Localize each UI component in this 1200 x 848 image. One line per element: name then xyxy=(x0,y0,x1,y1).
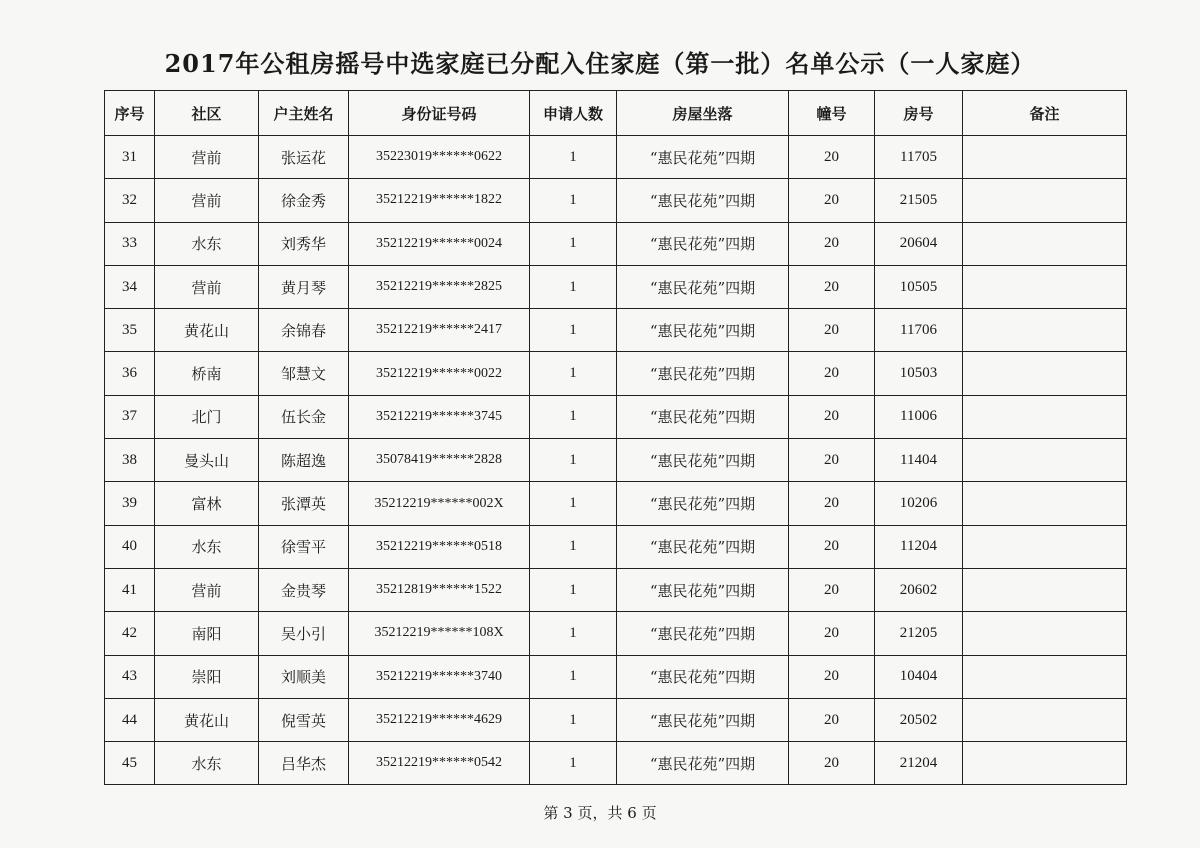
cell-building: 20 xyxy=(789,568,875,611)
cell-count: 1 xyxy=(530,568,617,611)
cell-id: 35078419******2828 xyxy=(349,439,530,482)
cell-note xyxy=(963,482,1127,525)
cell-note xyxy=(963,525,1127,568)
cell-location: “惠民花苑”四期 xyxy=(617,742,789,785)
cell-community: 黄花山 xyxy=(155,698,259,741)
column-header-name: 户主姓名 xyxy=(259,91,349,136)
cell-id: 35212819******1522 xyxy=(349,568,530,611)
table-row xyxy=(105,136,1127,179)
cell-building: 20 xyxy=(789,439,875,482)
cell-community: 营前 xyxy=(155,265,259,308)
table-row xyxy=(105,568,1127,611)
cell-no: 40 xyxy=(105,525,155,568)
cell-id: 35212219******0024 xyxy=(349,222,530,265)
cell-no: 33 xyxy=(105,222,155,265)
cell-note xyxy=(963,222,1127,265)
page-title: 2017年公租房摇号中选家庭已分配入住家庭（第一批）名单公示（一人家庭） xyxy=(164,49,1036,78)
cell-room: 11706 xyxy=(875,309,963,352)
column-header-count: 申请人数 xyxy=(530,91,617,136)
cell-no: 31 xyxy=(105,136,155,179)
cell-count: 1 xyxy=(530,742,617,785)
cell-id: 35212219******002X xyxy=(349,482,530,525)
cell-count: 1 xyxy=(530,395,617,438)
table-row xyxy=(105,482,1127,525)
cell-count: 1 xyxy=(530,136,617,179)
cell-room: 11404 xyxy=(875,439,963,482)
cell-room: 20602 xyxy=(875,568,963,611)
cell-note xyxy=(963,395,1127,438)
cell-building: 20 xyxy=(789,395,875,438)
cell-note xyxy=(963,742,1127,785)
cell-id: 35212219******0022 xyxy=(349,352,530,395)
cell-count: 1 xyxy=(530,525,617,568)
cell-building: 20 xyxy=(789,482,875,525)
cell-community: 营前 xyxy=(155,136,259,179)
cell-building: 20 xyxy=(789,742,875,785)
cell-room: 10505 xyxy=(875,265,963,308)
cell-name: 倪雪英 xyxy=(259,698,349,741)
cell-id: 35223019******0622 xyxy=(349,136,530,179)
cell-location: “惠民花苑”四期 xyxy=(617,655,789,698)
cell-community: 桥南 xyxy=(155,352,259,395)
column-header-building: 幢号 xyxy=(789,91,875,136)
cell-count: 1 xyxy=(530,612,617,655)
cell-note xyxy=(963,136,1127,179)
cell-room: 10404 xyxy=(875,655,963,698)
cell-building: 20 xyxy=(789,612,875,655)
table-row xyxy=(105,352,1127,395)
cell-community: 水东 xyxy=(155,525,259,568)
cell-id: 35212219******2417 xyxy=(349,309,530,352)
cell-no: 35 xyxy=(105,309,155,352)
cell-location: “惠民花苑”四期 xyxy=(617,136,789,179)
cell-room: 20502 xyxy=(875,698,963,741)
table-header-row xyxy=(105,91,1127,136)
cell-room: 21204 xyxy=(875,742,963,785)
cell-count: 1 xyxy=(530,265,617,308)
cell-building: 20 xyxy=(789,352,875,395)
cell-building: 20 xyxy=(789,179,875,222)
table-row xyxy=(105,742,1127,785)
cell-no: 39 xyxy=(105,482,155,525)
cell-community: 曼头山 xyxy=(155,439,259,482)
cell-building: 20 xyxy=(789,222,875,265)
cell-building: 20 xyxy=(789,309,875,352)
cell-no: 41 xyxy=(105,568,155,611)
table-row xyxy=(105,265,1127,308)
cell-name: 徐金秀 xyxy=(259,179,349,222)
cell-building: 20 xyxy=(789,265,875,308)
table-row xyxy=(105,612,1127,655)
cell-room: 10503 xyxy=(875,352,963,395)
cell-name: 陈超逸 xyxy=(259,439,349,482)
cell-id: 35212219******108X xyxy=(349,612,530,655)
cell-community: 黄花山 xyxy=(155,309,259,352)
cell-id: 35212219******1822 xyxy=(349,179,530,222)
cell-note xyxy=(963,352,1127,395)
column-header-no: 序号 xyxy=(105,91,155,136)
cell-no: 37 xyxy=(105,395,155,438)
cell-room: 10206 xyxy=(875,482,963,525)
cell-location: “惠民花苑”四期 xyxy=(617,612,789,655)
cell-room: 20604 xyxy=(875,222,963,265)
cell-room: 11705 xyxy=(875,136,963,179)
cell-community: 水东 xyxy=(155,222,259,265)
cell-note xyxy=(963,179,1127,222)
cell-name: 吴小引 xyxy=(259,612,349,655)
table-row xyxy=(105,698,1127,741)
cell-location: “惠民花苑”四期 xyxy=(617,265,789,308)
cell-room: 21505 xyxy=(875,179,963,222)
cell-location: “惠民花苑”四期 xyxy=(617,352,789,395)
cell-count: 1 xyxy=(530,352,617,395)
cell-note xyxy=(963,655,1127,698)
table-row xyxy=(105,439,1127,482)
cell-location: “惠民花苑”四期 xyxy=(617,525,789,568)
cell-community: 北门 xyxy=(155,395,259,438)
cell-count: 1 xyxy=(530,309,617,352)
cell-community: 南阳 xyxy=(155,612,259,655)
cell-count: 1 xyxy=(530,655,617,698)
roster-table xyxy=(104,90,1127,785)
table-row xyxy=(105,395,1127,438)
table-row xyxy=(105,525,1127,568)
cell-name: 吕华杰 xyxy=(259,742,349,785)
cell-location: “惠民花苑”四期 xyxy=(617,482,789,525)
table-row xyxy=(105,309,1127,352)
column-header-id: 身份证号码 xyxy=(349,91,530,136)
page-footer: 第 3 页，共 6 页 xyxy=(543,804,657,822)
cell-location: “惠民花苑”四期 xyxy=(617,179,789,222)
cell-no: 36 xyxy=(105,352,155,395)
cell-count: 1 xyxy=(530,179,617,222)
cell-note xyxy=(963,265,1127,308)
cell-note xyxy=(963,439,1127,482)
cell-id: 35212219******0542 xyxy=(349,742,530,785)
cell-name: 徐雪平 xyxy=(259,525,349,568)
column-header-community: 社区 xyxy=(155,91,259,136)
cell-id: 35212219******3745 xyxy=(349,395,530,438)
cell-name: 余锦春 xyxy=(259,309,349,352)
cell-name: 刘顺美 xyxy=(259,655,349,698)
table-body xyxy=(105,136,1127,785)
cell-community: 营前 xyxy=(155,568,259,611)
cell-id: 35212219******2825 xyxy=(349,265,530,308)
cell-location: “惠民花苑”四期 xyxy=(617,395,789,438)
cell-no: 42 xyxy=(105,612,155,655)
cell-building: 20 xyxy=(789,525,875,568)
cell-name: 伍长金 xyxy=(259,395,349,438)
cell-name: 金贵琴 xyxy=(259,568,349,611)
cell-count: 1 xyxy=(530,482,617,525)
cell-room: 11006 xyxy=(875,395,963,438)
cell-room: 11204 xyxy=(875,525,963,568)
cell-name: 邹慧文 xyxy=(259,352,349,395)
cell-id: 35212219******4629 xyxy=(349,698,530,741)
column-header-room: 房号 xyxy=(875,91,963,136)
cell-community: 崇阳 xyxy=(155,655,259,698)
cell-building: 20 xyxy=(789,136,875,179)
cell-name: 黄月琴 xyxy=(259,265,349,308)
cell-location: “惠民花苑”四期 xyxy=(617,222,789,265)
cell-note xyxy=(963,612,1127,655)
cell-building: 20 xyxy=(789,698,875,741)
cell-location: “惠民花苑”四期 xyxy=(617,439,789,482)
cell-location: “惠民花苑”四期 xyxy=(617,698,789,741)
cell-count: 1 xyxy=(530,222,617,265)
column-header-location: 房屋坐落 xyxy=(617,91,789,136)
cell-location: “惠民花苑”四期 xyxy=(617,568,789,611)
table-row xyxy=(105,655,1127,698)
cell-community: 营前 xyxy=(155,179,259,222)
cell-no: 45 xyxy=(105,742,155,785)
cell-community: 水东 xyxy=(155,742,259,785)
column-header-note: 备注 xyxy=(963,91,1127,136)
cell-name: 张潭英 xyxy=(259,482,349,525)
table-row xyxy=(105,222,1127,265)
cell-id: 35212219******0518 xyxy=(349,525,530,568)
cell-note xyxy=(963,698,1127,741)
cell-name: 张运花 xyxy=(259,136,349,179)
cell-no: 44 xyxy=(105,698,155,741)
cell-no: 32 xyxy=(105,179,155,222)
cell-community: 富林 xyxy=(155,482,259,525)
cell-building: 20 xyxy=(789,655,875,698)
cell-room: 21205 xyxy=(875,612,963,655)
cell-note xyxy=(963,309,1127,352)
cell-note xyxy=(963,568,1127,611)
cell-location: “惠民花苑”四期 xyxy=(617,309,789,352)
cell-count: 1 xyxy=(530,698,617,741)
cell-no: 38 xyxy=(105,439,155,482)
cell-no: 43 xyxy=(105,655,155,698)
cell-count: 1 xyxy=(530,439,617,482)
cell-no: 34 xyxy=(105,265,155,308)
cell-name: 刘秀华 xyxy=(259,222,349,265)
cell-id: 35212219******3740 xyxy=(349,655,530,698)
table-row xyxy=(105,179,1127,222)
